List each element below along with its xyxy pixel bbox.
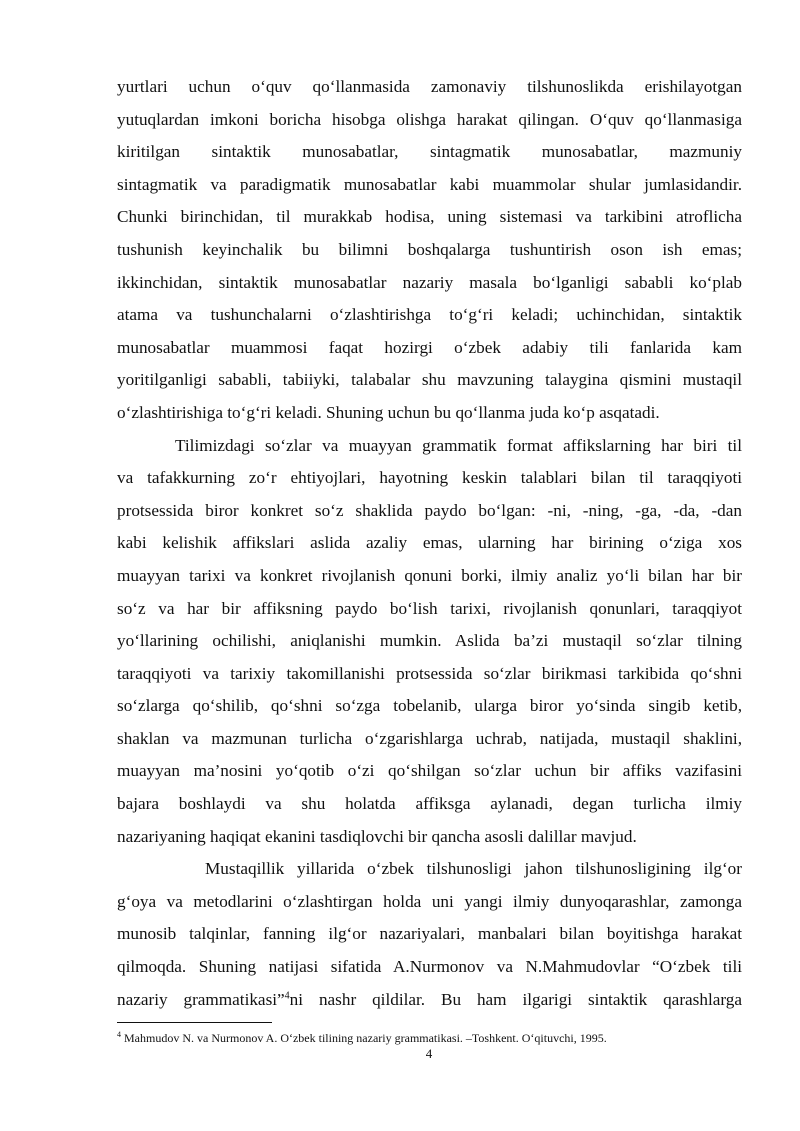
- footnote-number: 4: [117, 1030, 121, 1039]
- text-line: shaklan va mazmunan turlicha o‘zgarishlarga uchrab, natijada, mustaqil shaklini,: [117, 728, 742, 748]
- text-line: yo‘llarining ochilishi, aniqlanishi mumkin. Aslida ba’zi mustaqil so‘zlar tilning: [117, 631, 742, 651]
- text-line: yoritilganligi sababli, tabiiyki, talabalar shu mavzuning talaygina qismini mustaqil: [117, 370, 742, 390]
- text-line: muayyan tarixi va konkret rivojlanish qonuni borki, ilmiy analiz yo‘li bilan har bir: [117, 565, 742, 585]
- text-line: o‘zlashtirishiga to‘g‘ri keladi. Shuning uchun bu qo‘llanma juda ko‘p asqatadi.: [117, 402, 660, 422]
- text-line: munosabatlar muammosi faqat hozirgi o‘zbek adabiy tili fanlarida kam: [117, 337, 742, 357]
- text-fragment: ni nashr qildilar. Bu ham ilgarigi sintaktik qarashlarga: [289, 989, 742, 1009]
- footnote: [117, 1030, 742, 1046]
- text-line: Tilimizdagi so‘zlar va muayyan grammatik format affikslarning har biri til: [175, 435, 742, 455]
- footnote-reference[interactable]: 4: [284, 989, 290, 1001]
- text-line: muayyan ma’nosini yo‘qotib o‘zi qo‘shilgan so‘zlar uchun bir affiks vazifasini: [117, 761, 742, 781]
- text-line-with-footnote-ref: [117, 984, 742, 1017]
- text-line: nazariyaning haqiqat ekanini tasdiqlovchi bir qancha asosli dalillar mavjud.: [117, 826, 637, 846]
- text-line: taraqqiyoti va tarixiy takomillanishi protsessida so‘zlar birikmasi tarkibida qo‘shni: [117, 663, 742, 683]
- page-number: 4: [425, 1046, 433, 1061]
- text-line: va tafakkurning zo‘r ehtiyojlari, hayotning keskin talablari bilan til taraqqiyoti: [117, 468, 742, 488]
- text-line: Mustaqillik yillarida o‘zbek tilshunosligi jahon tilshunosligining ilg‘or: [205, 859, 742, 879]
- text-line: ikkinchidan, sintaktik munosabatlar nazariy masala bo‘lganligi sababli ko‘plab: [117, 272, 742, 292]
- text-line: kiritilgan sintaktik munosabatlar, sintagmatik munosabatlar, mazmuniy: [117, 142, 742, 162]
- text-line: qilmoqda. Shuning natijasi sifatida A.Nurmonov va N.Mahmudovlar “O‘zbek tili: [117, 957, 742, 977]
- text-line: tushunish keyinchalik bu bilimni boshqalarga tushuntirish oson ish emas;: [117, 239, 742, 259]
- text-line: atama va tushunchalarni o‘zlashtirishga to‘g‘ri keladi; uchinchidan, sintaktik: [117, 305, 742, 325]
- text-line: yutuqlardan imkoni boricha hisobga olishga harakat qilingan. O‘quv qo‘llanmasiga: [117, 109, 742, 129]
- text-line: munosib talqinlar, fanning ilg‘or nazariyalari, manbalari bilan boyitishga harakat: [117, 924, 742, 944]
- text-line: yurtlari uchun o‘quv qo‘llanmasida zamonaviy tilshunoslikda erishilayotgan: [117, 77, 742, 96]
- body-text: [117, 71, 742, 1016]
- text-line: bajara boshlaydi va shu holatda affiksga aylanadi, degan turlicha ilmiy: [117, 794, 742, 814]
- text-line: so‘z va har bir affiksning paydo bo‘lish tarixi, rivojlanish qonunlari, taraqqiyot: [117, 598, 742, 618]
- text-line: Chunki birinchidan, til murakkab hodisa, uning sistemasi va tarkibini atroflicha: [117, 207, 742, 227]
- text-fragment: nazariy grammatikasi”: [117, 989, 285, 1009]
- text-line: kabi kelishik affikslari aslida azaliy emas, ularning har birining o‘ziga xos: [117, 533, 742, 553]
- text-line: g‘oya va metodlarini o‘zlashtirgan holda uni yangi ilmiy dunyoqarashlar, zamonga: [117, 891, 742, 911]
- text-line: protsessida biror konkret so‘z shaklida paydo bo‘lgan: -ni, -ning, -ga, -da, -dan: [117, 500, 742, 520]
- footnote-text: Mahmudov N. va Nurmonov A. O‘zbek tilining nazariy grammatikasi. –Toshkent. O‘qituvchi, 1995.: [121, 1031, 607, 1045]
- text-line: sintagmatik va paradigmatik munosabatlar kabi muammolar shular jumlasidandir.: [117, 174, 742, 194]
- text-line: so‘zlarga qo‘shilib, qo‘shni so‘zga tobelanib, ularga biror yo‘sinda singib ketib,: [117, 696, 742, 716]
- footnote-separator: [117, 1022, 272, 1023]
